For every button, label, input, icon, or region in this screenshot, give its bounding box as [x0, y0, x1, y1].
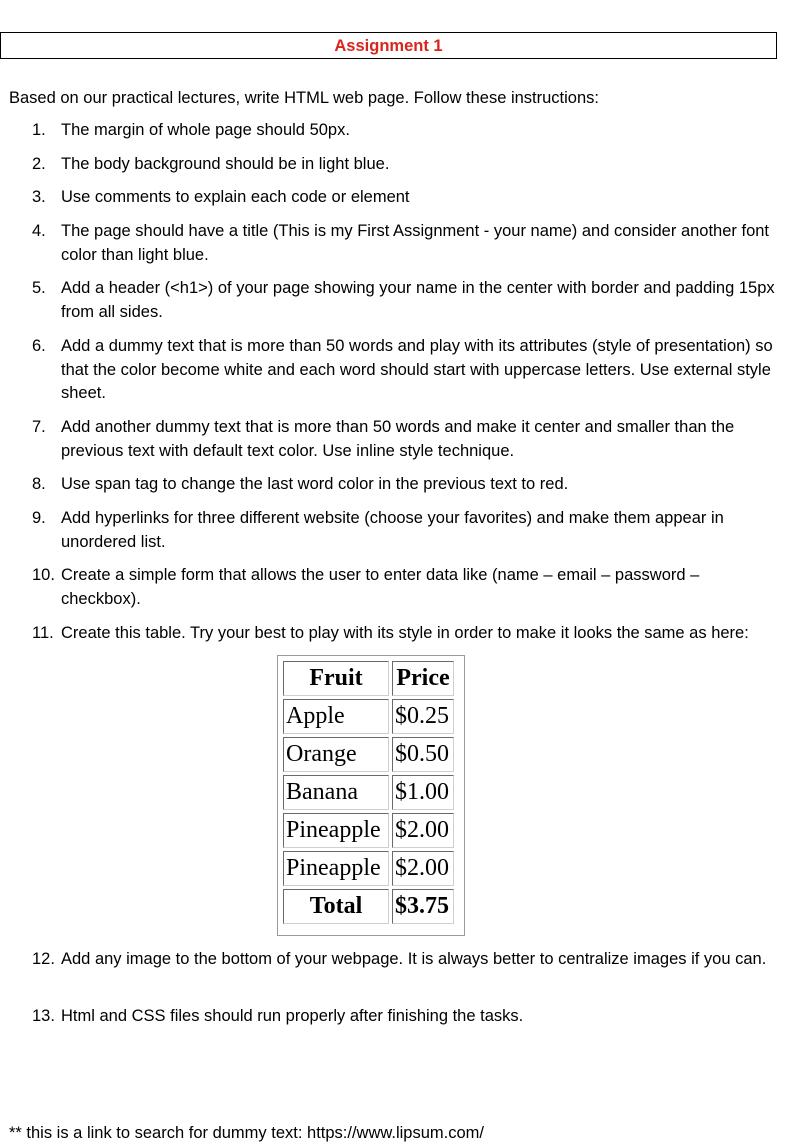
instruction-number: 13.	[32, 1007, 55, 1025]
fruit-cell: Apple	[283, 699, 389, 734]
instruction-number: 9.	[32, 509, 46, 527]
instruction-text: Create this table. Try your best to play with its style in order to make it looks the same as here:	[61, 624, 749, 642]
table-row	[283, 737, 454, 772]
instruction-item	[32, 622, 777, 646]
instruction-number: 4.	[32, 222, 46, 240]
instruction-item	[32, 220, 777, 267]
instruction-text: Use comments to explain each code or element	[61, 188, 410, 206]
instruction-item	[32, 277, 777, 324]
instruction-text: Html and CSS files should run properly after finishing the tasks.	[61, 1007, 524, 1025]
table-row	[283, 775, 454, 810]
instruction-item	[32, 119, 777, 143]
column-header-fruit: Fruit	[283, 661, 389, 696]
instruction-item	[32, 416, 777, 463]
instruction-text: Use span tag to change the last word color in the previous text to red.	[61, 475, 569, 493]
instruction-item	[32, 186, 777, 210]
table-row	[283, 813, 454, 848]
instruction-text: Add another dummy text that is more than 50 words and make it center and smaller than the previous text with default text color. Use inline style technique.	[61, 418, 735, 460]
instruction-text: The body background should be in light blue.	[61, 155, 390, 173]
instruction-item	[32, 153, 777, 177]
instruction-item	[32, 473, 777, 497]
price-cell: $1.00	[392, 775, 454, 810]
assignment-title: Assignment 1	[334, 37, 443, 55]
instruction-number: 8.	[32, 475, 46, 493]
table-row	[283, 851, 454, 886]
instruction-text: Create a simple form that allows the user to enter data like (name – email – password – checkbox).	[61, 566, 700, 608]
instruction-text: Add a dummy text that is more than 50 words and play with its attributes (style of presentation) so that the color become white and each word should start with uppercase letters. Use external style sheet.	[61, 337, 773, 402]
instruction-number: 1.	[32, 121, 46, 139]
fruit-table-image	[277, 655, 465, 936]
instruction-number: 2.	[32, 155, 46, 173]
instruction-text: Add any image to the bottom of your webpage. It is always better to centralize images if you can.	[61, 950, 767, 968]
fruit-cell: Orange	[283, 737, 389, 772]
instruction-item	[32, 948, 777, 972]
instruction-item	[32, 1005, 777, 1029]
table-row	[283, 699, 454, 734]
fruit-table	[280, 658, 457, 927]
table-header-row	[283, 661, 454, 696]
instruction-item	[32, 335, 777, 406]
fruit-cell: Banana	[283, 775, 389, 810]
instruction-number: 5.	[32, 279, 46, 297]
instruction-text: Add a header (<h1>) of your page showing your name in the center with border and padding 15px from all sides.	[61, 279, 775, 321]
footer-note: ** this is a link to search for dummy text: https://www.lipsum.com/	[9, 1124, 484, 1142]
instruction-text: The page should have a title (This is my First Assignment - your name) and consider another font color than light blue.	[61, 222, 770, 264]
column-header-price: Price	[392, 661, 454, 696]
total-value: $3.75	[392, 889, 454, 924]
intro-text: Based on our practical lectures, write HTML web page. Follow these instructions:	[9, 89, 599, 107]
instruction-number: 10.	[32, 566, 55, 584]
instruction-text: The margin of whole page should 50px.	[61, 121, 350, 139]
instruction-number: 12.	[32, 950, 55, 968]
instruction-number: 7.	[32, 418, 46, 436]
total-label: Total	[283, 889, 389, 924]
fruit-cell: Pineapple	[283, 813, 389, 848]
instruction-number: 11.	[32, 624, 54, 642]
fruit-cell: Pineapple	[283, 851, 389, 886]
instruction-number: 3.	[32, 188, 46, 206]
table-total-row	[283, 889, 454, 924]
price-cell: $2.00	[392, 851, 454, 886]
instruction-text: Add hyperlinks for three different website (choose your favorites) and make them appear in unordered list.	[61, 509, 724, 551]
assignment-title-box	[0, 32, 777, 59]
price-cell: $2.00	[392, 813, 454, 848]
instruction-item	[32, 507, 777, 554]
instruction-item	[32, 564, 777, 611]
price-cell: $0.50	[392, 737, 454, 772]
instruction-number: 6.	[32, 337, 46, 355]
price-cell: $0.25	[392, 699, 454, 734]
